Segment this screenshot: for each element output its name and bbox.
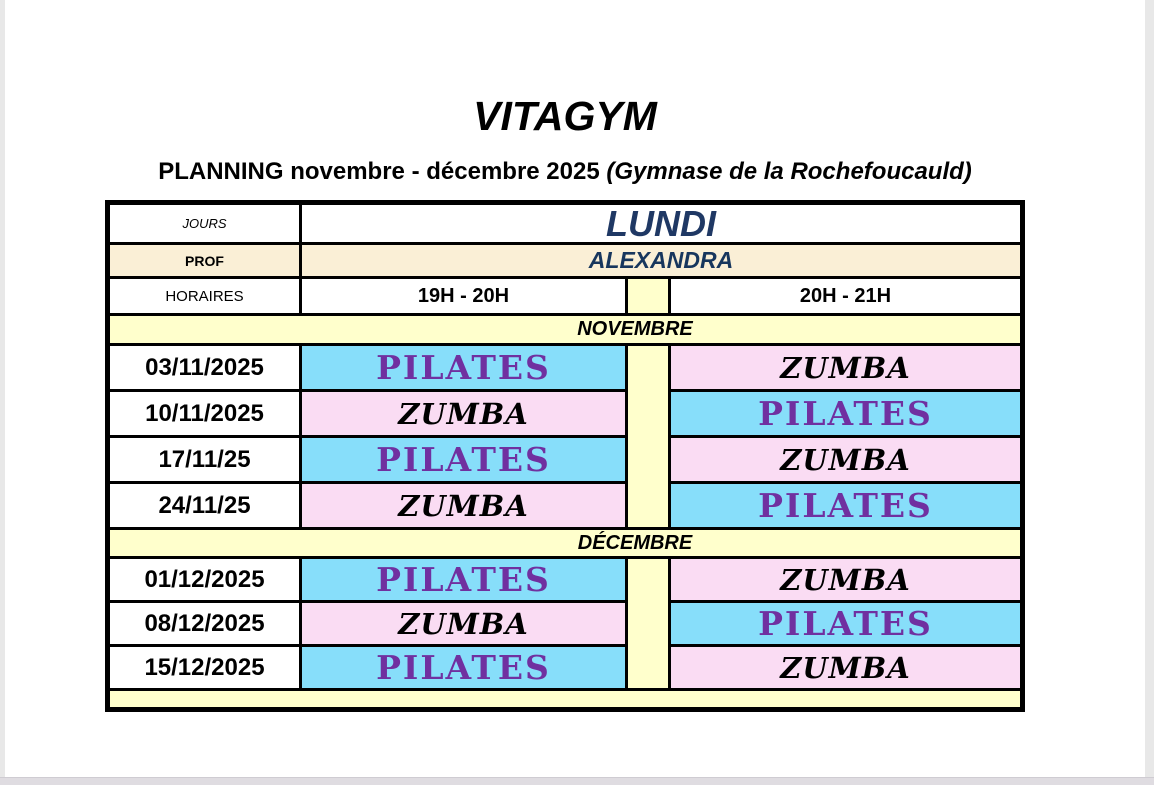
date-cell: 03/11/2025 [110,346,299,389]
activity-cell: ZUMBA [671,438,1020,481]
activity-cell: PILATES [302,647,625,688]
activity-cell: PILATES [302,438,625,481]
date-cell: 24/11/25 [110,484,299,527]
subtitle-bold-text: PLANNING novembre - décembre 2025 [158,158,600,185]
page-edge-bottom [0,777,1154,785]
subtitle-location-text: (Gymnase de la Rochefoucauld) [606,158,972,185]
date-cell: 01/12/2025 [110,559,299,600]
horaires-label: HORAIRES [110,279,299,313]
activity-cell: PILATES [302,559,625,600]
activity-cell: ZUMBA [671,647,1020,688]
timeslot-1: 19H - 20H [302,279,625,313]
footer-band [110,691,1020,707]
activity-cell: ZUMBA [302,392,625,435]
activity-cell: ZUMBA [302,484,625,527]
date-cell: 10/11/2025 [110,392,299,435]
date-cell: 15/12/2025 [110,647,299,688]
date-cell: 17/11/25 [110,438,299,481]
activity-cell: PILATES [671,484,1020,527]
gap-strip [628,346,668,527]
gap-strip [628,559,668,688]
prof-name: ALEXANDRA [302,245,1020,276]
prof-label: PROF [110,245,299,276]
planning-table [105,200,1025,712]
activity-cell: ZUMBA [302,603,625,644]
page-edge-left [0,0,5,785]
activity-cell: ZUMBA [671,346,1020,389]
day-header: LUNDI [302,205,1020,242]
timeslot-2: 20H - 21H [671,279,1020,313]
page-subtitle [105,158,1025,186]
date-cell: 08/12/2025 [110,603,299,644]
month-band: NOVEMBRE [110,316,1020,343]
page-edge-right [1145,0,1154,785]
timeslot-gap-cell [628,279,668,313]
month-band: DÉCEMBRE [110,530,1020,556]
activity-cell: PILATES [671,392,1020,435]
page-title: VITAGYM [473,93,657,139]
activity-cell: ZUMBA [671,559,1020,600]
jours-label: JOURS [110,205,299,242]
activity-cell: PILATES [671,603,1020,644]
activity-cell: PILATES [302,346,625,389]
